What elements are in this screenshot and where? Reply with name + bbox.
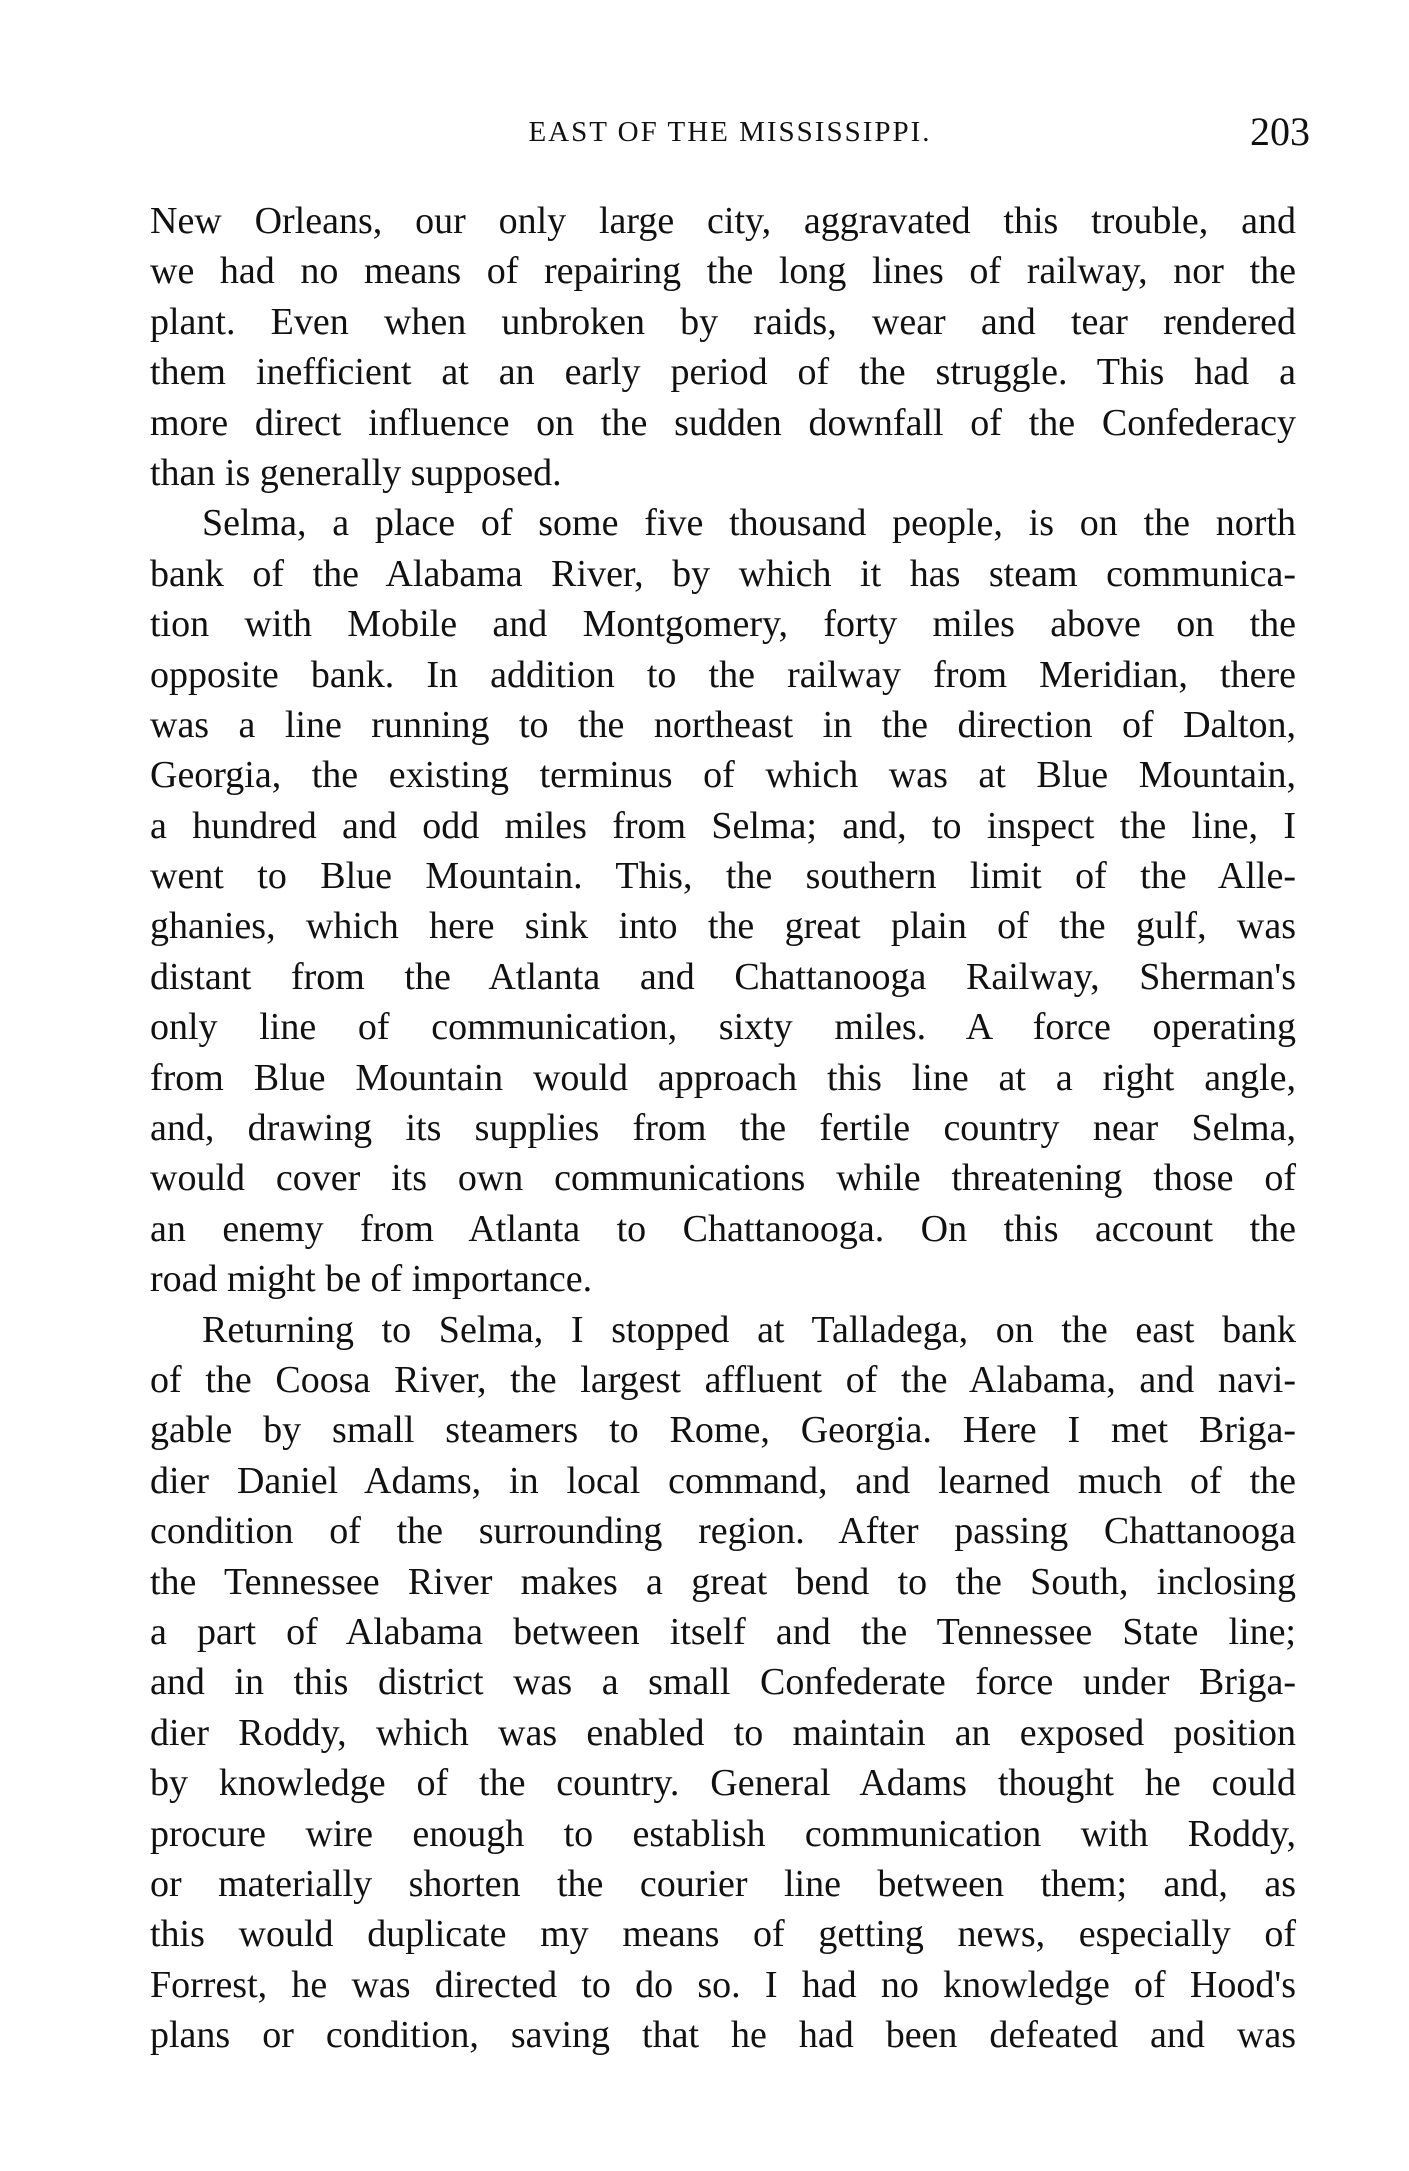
text-line: plant. Even when unbroken by raids, wear and tear rendered: [150, 300, 1296, 343]
text-line: gable by small steamers to Rome, Georgia. Here I met Briga-: [150, 1409, 1296, 1452]
text-line: we had no means of repairing the long lines of railway, nor the: [150, 250, 1296, 293]
text-line: and in this district was a small Confederate force under Briga-: [150, 1661, 1296, 1704]
text-line: from Blue Mountain would approach this line at a right angle,: [150, 1056, 1296, 1099]
text-line: the Tennessee River makes a great bend to the South, inclosing: [150, 1560, 1296, 1603]
text-line: bank of the Alabama River, by which it has steam communica-: [150, 552, 1296, 595]
text-line: Georgia, the existing terminus of which was at Blue Mountain,: [150, 754, 1296, 797]
text-line: more direct influence on the sudden downfall of the Confederacy: [150, 401, 1296, 444]
text-line: went to Blue Mountain. This, the southern limit of the Alle-: [150, 855, 1296, 898]
paragraph-3: [150, 1305, 1296, 2061]
text-line: condition of the surrounding region. After passing Chattanooga: [150, 1510, 1296, 1553]
text-line: dier Daniel Adams, in local command, and learned much of the: [150, 1459, 1296, 1502]
body-text: [150, 196, 1296, 2060]
text-line: a part of Alabama between itself and the Tennessee State line;: [150, 1610, 1296, 1653]
page-number: 203: [1250, 109, 1310, 154]
text-line: would cover its own communications while threatening those of: [150, 1157, 1296, 1200]
text-line: by knowledge of the country. General Adams thought he could: [150, 1762, 1296, 1805]
text-line: Forrest, he was directed to do so. I had no knowledge of Hood's: [150, 1963, 1296, 2006]
text-line: ghanies, which here sink into the great plain of the gulf, was: [150, 905, 1296, 948]
text-line: dier Roddy, which was enabled to maintain an exposed position: [150, 1711, 1296, 1754]
text-line: procure wire enough to establish communication with Roddy,: [150, 1812, 1296, 1855]
text-line: plans or condition, saving that he had been defeated and was: [150, 2014, 1296, 2057]
text-line: this would duplicate my means of getting news, especially of: [150, 1913, 1296, 1956]
text-line: road might be of importance.: [150, 1258, 593, 1301]
text-line: tion with Mobile and Montgomery, forty miles above on the: [150, 603, 1296, 646]
text-line: and, drawing its supplies from the fertile country near Selma,: [150, 1107, 1296, 1150]
text-line: or materially shorten the courier line between them; and, as: [150, 1862, 1296, 1905]
text-line: distant from the Atlanta and Chattanooga Railway, Sherman's: [150, 955, 1296, 998]
text-line: them inefficient at an early period of the struggle. This had a: [150, 351, 1296, 394]
text-line: than is generally supposed.: [150, 451, 562, 494]
text-line: New Orleans, our only large city, aggravated this trouble, and: [150, 200, 1296, 242]
text-line: an enemy from Atlanta to Chattanooga. On this account the: [150, 1207, 1296, 1250]
paragraph-1: [150, 196, 1296, 498]
text-line: only line of communication, sixty miles. A force operating: [150, 1006, 1296, 1049]
text-line: of the Coosa River, the largest affluent of the Alabama, and navi-: [150, 1358, 1296, 1401]
text-line: was a line running to the northeast in the direction of Dalton,: [150, 703, 1296, 746]
text-line: Returning to Selma, I stopped at Talladega, on the east bank: [202, 1308, 1296, 1351]
page-header: [150, 108, 1310, 168]
text-line: opposite bank. In addition to the railway from Meridian, there: [150, 653, 1296, 696]
text-line: a hundred and odd miles from Selma; and, to inspect the line, I: [150, 804, 1296, 847]
paragraph-2: [150, 498, 1296, 1304]
text-line: Selma, a place of some five thousand people, is on the north: [202, 502, 1296, 545]
running-head: EAST OF THE MISSISSIPPI.: [528, 116, 932, 148]
